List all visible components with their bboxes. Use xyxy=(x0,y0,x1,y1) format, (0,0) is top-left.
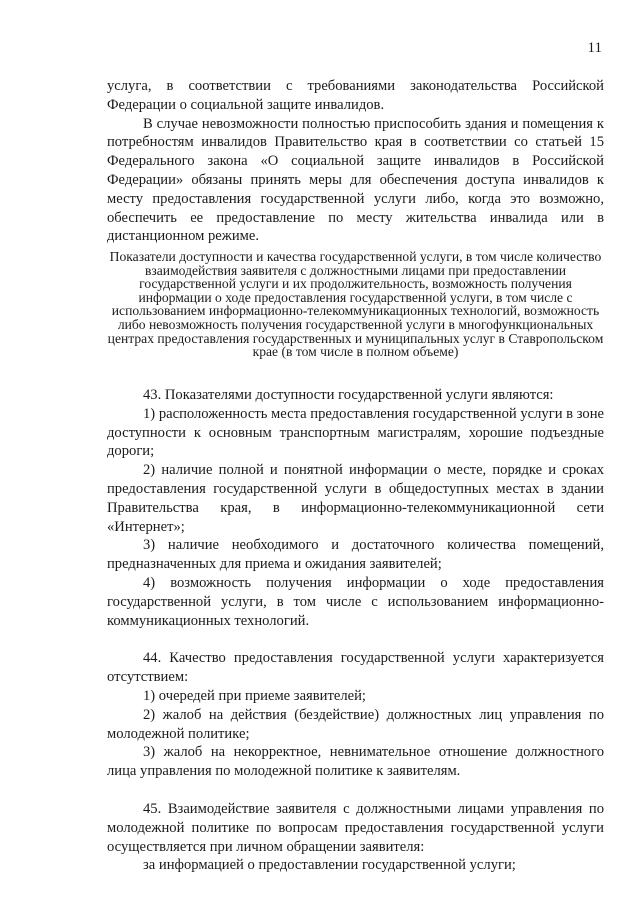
list-item: 3) наличие необходимого и достаточного количества помещений, предназначенных для приема и ожидания заявителей; xyxy=(107,537,604,573)
list-item: 1) очередей при приеме заявителей; xyxy=(143,687,366,704)
list-item: за информацией о предоставлении государственной услуги; xyxy=(143,857,516,874)
list-item: 2) наличие полной и понятной информации о месте, порядке и сроках предоставления государственной услуги в общедоступных местах в здании Правительства края, в информационно-телекоммуникационной сети «Интернет»; xyxy=(107,462,604,535)
list-item: 4) возможность получения информации о ходе предоставления государственной услуги, в том числе с использованием информационно-коммуникационных технологий. xyxy=(107,574,604,629)
list-item: 3) жалоб на некорректное, невнимательное отношение должностного лица управления по молодежной политике к заявителям. xyxy=(107,744,604,780)
main-block xyxy=(107,386,604,875)
section-45-title: 45. Взаимодействие заявителя с должностными лицами управления по молодежной политике по вопросам предоставления государственной услуги осуществляется при личном обращении заявителя: xyxy=(107,800,604,855)
section-43-title: 43. Показателями доступности государственной услуги являются: xyxy=(143,387,554,403)
spacer xyxy=(107,630,604,649)
list-item: 1) расположенность места предоставления государственной услуги в зоне доступности к основным транспортным магистралям, хорошие подъездные дороги; xyxy=(107,405,604,460)
spacer xyxy=(107,781,604,800)
section-heading: Показатели доступности и качества государственной услуги, в том числе количество взаимодействия заявителя с должностными лицами при предоставлении государственной услуги и их продолжительность, возможность получения информации о ходе предоставления государственной услуги, в том числе с использованием информационно-телекоммуникационных технологий, возможность либо невозможность получения государственной услуги в многофункциональных центрах предоставления государственных и муниципальных услуг в Ставропольском крае (в том числе в полном объеме) xyxy=(107,249,604,360)
paragraph: В случае невозможности полностью приспособить здания и помещения к потребностям инвалидов Правительство края в соответствии со статьей 15 Федерального закона «О социальной защите инвалидов в Российской Федерации» обязаны принять меры для обеспечения доступа инвалидов к месту предоставления государственной услуги либо, когда это возможно, обеспечить ее предоставление по месту жительства инвалида или в дистанционном режиме. xyxy=(107,115,604,245)
page-number: 11 xyxy=(587,40,602,56)
paragraph: услуга, в соответствии с требованиями законодательства Российской Федерации о социальной защите инвалидов. xyxy=(107,78,604,113)
intro-block xyxy=(107,77,604,246)
list-item: 2) жалоб на действия (бездействие) должностных лиц управления по молодежной политике; xyxy=(107,706,604,742)
section-44-title: 44. Качество предоставления государственной услуги характеризуется отсутствием: xyxy=(107,650,604,686)
